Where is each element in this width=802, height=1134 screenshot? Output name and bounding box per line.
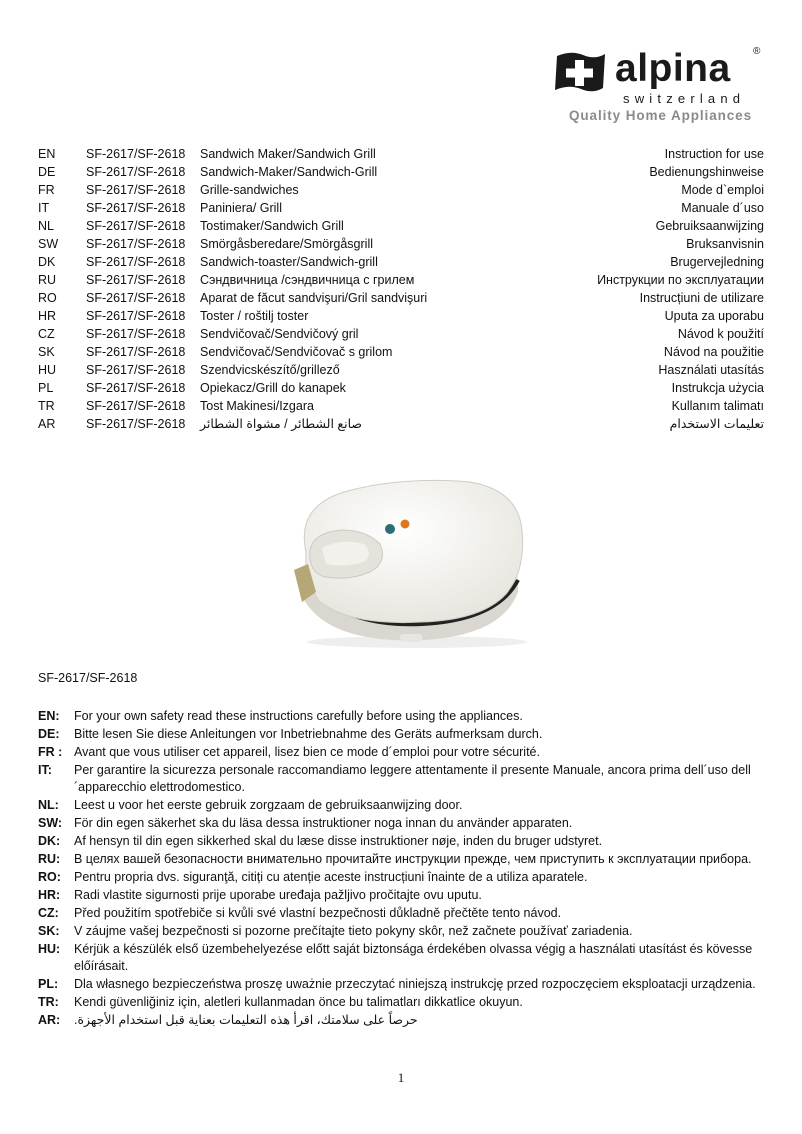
product-title: Tost Makinesi/Izgara [200, 399, 314, 413]
manual-label: Mode d`emploi [681, 183, 764, 197]
lang-code: HU [38, 363, 57, 377]
model-number: SF-2617/SF-2618 [86, 345, 186, 359]
sandwich-maker-photo [282, 452, 552, 652]
lang-code: IT: [38, 763, 52, 777]
lang-code: HR [38, 309, 57, 323]
lang-code: DE [38, 165, 56, 179]
safety-text: For your own safety read these instructions carefully before using the appliances. [74, 709, 523, 723]
lang-code: FR : [38, 745, 63, 759]
safety-row-hu [38, 941, 764, 975]
model-row-ar [38, 415, 764, 433]
manual-label: Uputa za uporabu [664, 309, 764, 323]
lang-code: HU: [38, 942, 61, 956]
manual-label: Használati utasítás [658, 363, 764, 377]
product-title: Sandwich Maker/Sandwich Grill [200, 147, 376, 161]
safety-text: В целях вашей безопасности внимательно прочитайте инструкции прежде, чем приступить к эксплуатации прибора. [74, 852, 752, 866]
model-row-it [38, 199, 764, 217]
safety-row-de [38, 726, 764, 743]
safety-text: Bitte lesen Sie diese Anleitungen vor Inbetriebnahme des Geräts aufmerksam durch. [74, 727, 543, 741]
model-number: SF-2617/SF-2618 [86, 165, 186, 179]
safety-row-it [38, 762, 764, 796]
model-number: SF-2617/SF-2618 [86, 219, 186, 233]
model-number: SF-2617/SF-2618 [86, 399, 186, 413]
model-row-ro [38, 289, 764, 307]
lang-code: PL [38, 381, 54, 395]
model-row-cz [38, 325, 764, 343]
lang-code: NL [38, 219, 54, 233]
alpina-logo [553, 46, 768, 126]
safety-text: Avant que vous utiliser cet appareil, lisez bien ce mode d´emploi pour votre sécurité. [74, 745, 540, 759]
lang-code: IT [38, 201, 50, 215]
lang-code: DE: [38, 727, 60, 741]
safety-text: För din egen säkerhet ska du läsa dessa instruktioner noga innan du använder apparaten. [74, 816, 573, 830]
model-row-sk [38, 343, 764, 361]
lang-code: SK: [38, 924, 60, 938]
safety-row-cz [38, 905, 764, 922]
model-number: SF-2617/SF-2618 [86, 147, 186, 161]
manual-label: Instrucțiuni de utilizare [639, 291, 764, 305]
safety-row-tr [38, 994, 764, 1011]
product-title: Toster / roštilj toster [200, 309, 309, 323]
lang-code: NL: [38, 798, 59, 812]
model-number: SF-2617/SF-2618 [86, 201, 186, 215]
product-title: Sendvičovač/Sendvičový gril [200, 327, 359, 341]
model-number: SF-2617/SF-2618 [86, 417, 186, 431]
model-number: SF-2617/SF-2618 [86, 381, 186, 395]
model-heading: SF-2617/SF-2618 [38, 671, 138, 685]
lang-code: RU [38, 273, 57, 287]
brand-name: alpina [615, 47, 731, 90]
model-row-fr [38, 181, 764, 199]
safety-text: حرصاً على سلامتك، اقرأ هذه التعليمات بعناية قبل استخدام الأجهزة. [74, 1013, 418, 1027]
lang-code: RO: [38, 870, 61, 884]
model-number: SF-2617/SF-2618 [86, 309, 186, 323]
model-row-pl [38, 379, 764, 397]
brand-tagline: Quality Home Appliances [569, 108, 752, 123]
model-row-hu [38, 361, 764, 379]
lang-code: TR: [38, 995, 59, 1009]
swiss-cross-flag-icon [553, 50, 608, 96]
safety-text: Pentru propria dvs. siguranţă, citiți cu atenție aceste instrucțiuni înainte de a utiliza aparatele. [74, 870, 588, 884]
language-model-list [38, 145, 764, 433]
lang-code: SW [38, 237, 59, 251]
safety-text: Kendi güvenliğiniz için, aletleri kullanmadan önce bu talimatları dikkatlice okuyun. [74, 995, 523, 1009]
model-row-ru [38, 271, 764, 289]
lang-code: DK [38, 255, 56, 269]
safety-instructions [38, 708, 764, 1030]
page-number: 1 [397, 1070, 405, 1085]
safety-text: Před použitím spotřebiče si kvůli své vlastní bezpečnosti důkladně přečtěte tento návod. [74, 906, 562, 920]
model-row-dk [38, 253, 764, 271]
safety-text: Dla własnego bezpieczeństwa proszę uważnie przeczytać niniejszą instrukcję przed rozpoczęciem eksploatacji urządzenia. [74, 977, 756, 991]
manual-label: Návod na použitie [663, 345, 764, 359]
product-title: Sendvičovač/Sendvičovač s grilom [200, 345, 393, 359]
safety-row-nl [38, 797, 764, 814]
lang-code: SW: [38, 816, 63, 830]
model-number: SF-2617/SF-2618 [86, 183, 186, 197]
lang-code: AR: [38, 1013, 61, 1027]
lang-code: HR: [38, 888, 61, 902]
lang-code: DK: [38, 834, 61, 848]
lang-code: EN: [38, 709, 60, 723]
model-row-nl [38, 217, 764, 235]
safety-text: Af hensyn til din egen sikkerhed skal du læse disse instruktioner nøje, inden du bruger udstyret. [74, 834, 603, 848]
safety-row-fr [38, 744, 764, 761]
product-title: Sandwich-Maker/Sandwich-Grill [200, 165, 378, 179]
registered-mark: ® [753, 46, 761, 57]
safety-row-sk [38, 923, 764, 940]
manual-label: Brugervejledning [670, 255, 764, 269]
product-title: Aparat de făcut sandvişuri/Gril sandvişuri [200, 291, 428, 305]
safety-text: Per garantire la sicurezza personale raccomandiamo leggere attentamente il presente Manuale, ancora prima dell´uso dell´apparecchio elettrodomestico. [74, 763, 751, 794]
lang-code: FR [38, 183, 55, 197]
model-number: SF-2617/SF-2618 [86, 273, 186, 287]
manual-label: Bruksanvisnin [686, 237, 764, 251]
manual-label: Manuale d´uso [681, 201, 764, 215]
lang-code: EN [38, 147, 56, 161]
safety-text: Kérjük a készülék első üzembehelyezése előtt saját biztonsága érdekében olvassa végig a használati utasítást és kövesse előírásait. [74, 942, 753, 973]
product-title: Szendvicskészítő/grillező [200, 363, 340, 377]
manual-label: Kullanım talimatı [671, 399, 764, 413]
model-number: SF-2617/SF-2618 [86, 237, 186, 251]
product-title: Smörgåsberedare/Smörgåsgrill [200, 237, 373, 251]
product-title: Сэндвичница /сэндвичница с грилем [200, 273, 415, 287]
safety-text: Radi vlastite sigurnosti prije uporabe uređaja pažljivo pročitajte ovu uputu. [74, 888, 482, 902]
lang-code: TR [38, 399, 55, 413]
model-row-sw [38, 235, 764, 253]
lang-code: RU: [38, 852, 61, 866]
safety-text: Leest u voor het eerste gebruik zorgzaam de gebruiksaanwijzing door. [74, 798, 463, 812]
lang-code: PL: [38, 977, 59, 991]
model-number: SF-2617/SF-2618 [86, 327, 186, 341]
manual-label: Bedienungshinweise [649, 165, 764, 179]
lang-code: RO [38, 291, 57, 305]
product-title: Opiekacz/Grill do kanapek [200, 381, 346, 395]
manual-label: Gebruiksaanwijzing [655, 219, 764, 233]
model-row-hr [38, 307, 764, 325]
safety-row-ru [38, 851, 764, 868]
model-row-en [38, 145, 764, 163]
manual-label: Instrukcja użycia [671, 381, 764, 395]
safety-row-en [38, 708, 764, 725]
model-number: SF-2617/SF-2618 [86, 291, 186, 305]
safety-row-hr [38, 887, 764, 904]
product-title: Sandwich-toaster/Sandwich-grill [200, 255, 378, 269]
manual-label: Инструкции по эксплуатации [597, 273, 764, 287]
lang-code: SK [38, 345, 55, 359]
safety-row-ar [38, 1012, 764, 1029]
safety-text: V záujme vašej bezpečnosti si pozorne prečítajte tieto pokyny skôr, než začnete používať zariadenia. [74, 924, 633, 938]
product-title: Grille-sandwiches [200, 183, 299, 197]
model-row-tr [38, 397, 764, 415]
safety-row-dk [38, 833, 764, 850]
model-row-de [38, 163, 764, 181]
product-title: صانع الشطائر / مشواة الشطائر [200, 417, 362, 431]
lang-code: AR [38, 417, 56, 431]
brand-subtitle: switzerland [623, 91, 746, 106]
manual-label: Návod k použití [677, 327, 764, 341]
model-number: SF-2617/SF-2618 [86, 363, 186, 377]
lang-code: CZ: [38, 906, 59, 920]
manual-label: تعليمات الاستخدام [669, 417, 764, 431]
safety-row-pl [38, 976, 764, 993]
manual-label: Instruction for use [664, 147, 764, 161]
safety-row-ro [38, 869, 764, 886]
lang-code: CZ [38, 327, 55, 341]
safety-row-sw [38, 815, 764, 832]
product-title: Tostimaker/Sandwich Grill [200, 219, 344, 233]
product-title: Paniniera/ Grill [200, 201, 282, 215]
model-number: SF-2617/SF-2618 [86, 255, 186, 269]
